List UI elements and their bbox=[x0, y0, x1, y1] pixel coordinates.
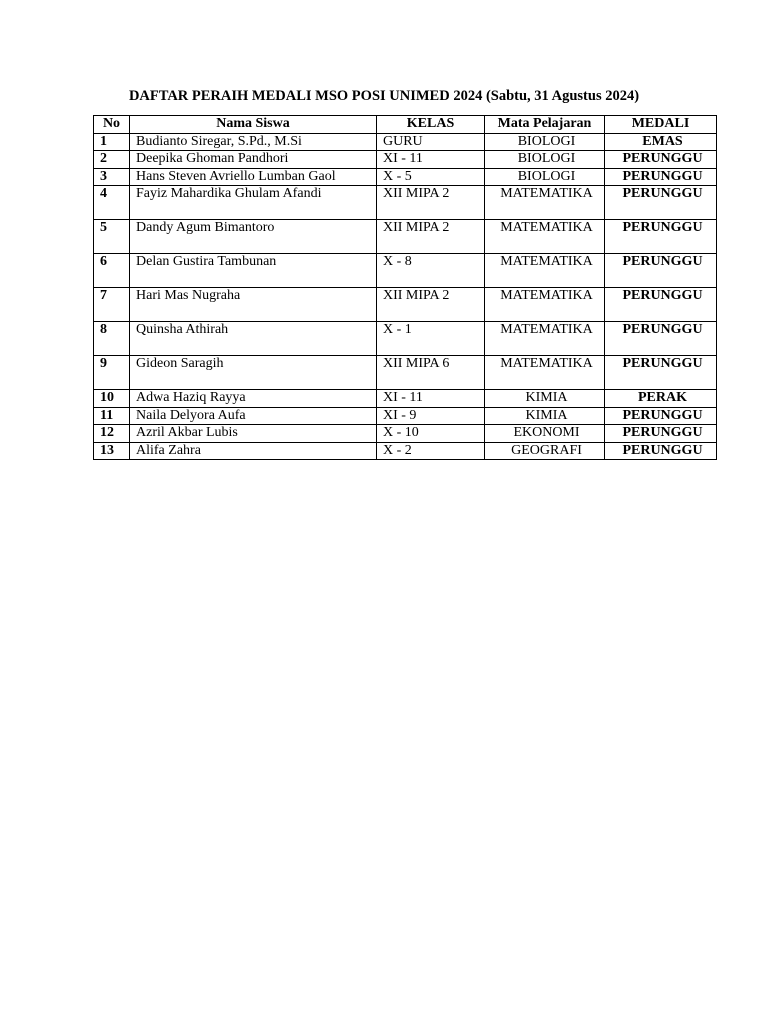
cell-medali: PERAK bbox=[605, 390, 717, 408]
table-row bbox=[94, 425, 717, 443]
table-row bbox=[94, 288, 717, 322]
cell-no: 4 bbox=[94, 186, 130, 220]
table-row bbox=[94, 407, 717, 425]
cell-medali: EMAS bbox=[605, 133, 717, 151]
cell-mapel: MATEMATIKA bbox=[485, 220, 605, 254]
cell-no: 6 bbox=[94, 254, 130, 288]
cell-mapel: KIMIA bbox=[485, 390, 605, 408]
table-row bbox=[94, 151, 717, 169]
cell-no: 10 bbox=[94, 390, 130, 408]
cell-mapel: BIOLOGI bbox=[485, 133, 605, 151]
cell-no: 7 bbox=[94, 288, 130, 322]
cell-no: 8 bbox=[94, 322, 130, 356]
cell-mapel: GEOGRAFI bbox=[485, 442, 605, 460]
cell-nama: Naila Delyora Aufa bbox=[130, 407, 377, 425]
cell-no: 12 bbox=[94, 425, 130, 443]
cell-nama: Delan Gustira Tambunan bbox=[130, 254, 377, 288]
cell-nama: Hari Mas Nugraha bbox=[130, 288, 377, 322]
medal-winners-table bbox=[93, 115, 717, 460]
cell-no: 11 bbox=[94, 407, 130, 425]
cell-mapel: MATEMATIKA bbox=[485, 186, 605, 220]
cell-nama: Quinsha Athirah bbox=[130, 322, 377, 356]
cell-nama: Azril Akbar Lubis bbox=[130, 425, 377, 443]
cell-mapel: MATEMATIKA bbox=[485, 356, 605, 390]
cell-kelas: XI - 9 bbox=[377, 407, 485, 425]
cell-medali: PERUNGGU bbox=[605, 168, 717, 186]
table-row bbox=[94, 220, 717, 254]
cell-mapel: BIOLOGI bbox=[485, 168, 605, 186]
cell-nama: Fayiz Mahardika Ghulam Afandi bbox=[130, 186, 377, 220]
table-row bbox=[94, 254, 717, 288]
cell-kelas: XII MIPA 2 bbox=[377, 288, 485, 322]
cell-kelas: XI - 11 bbox=[377, 151, 485, 169]
cell-mapel: KIMIA bbox=[485, 407, 605, 425]
document-title: DAFTAR PERAIH MEDALI MSO POSI UNIMED 2024 (Sabtu, 31 Agustus 2024) bbox=[128, 88, 640, 104]
cell-medali: PERUNGGU bbox=[605, 407, 717, 425]
cell-medali: PERUNGGU bbox=[605, 254, 717, 288]
cell-mapel: MATEMATIKA bbox=[485, 288, 605, 322]
cell-kelas: XI - 11 bbox=[377, 390, 485, 408]
cell-kelas: X - 2 bbox=[377, 442, 485, 460]
header-no: No bbox=[94, 116, 130, 134]
cell-medali: PERUNGGU bbox=[605, 151, 717, 169]
table-row bbox=[94, 356, 717, 390]
cell-medali: PERUNGGU bbox=[605, 356, 717, 390]
table-row bbox=[94, 168, 717, 186]
cell-medali: PERUNGGU bbox=[605, 442, 717, 460]
header-mata-pelajaran: Mata Pelajaran bbox=[485, 116, 605, 134]
cell-medali: PERUNGGU bbox=[605, 288, 717, 322]
cell-nama: Dandy Agum Bimantoro bbox=[130, 220, 377, 254]
cell-kelas: XII MIPA 2 bbox=[377, 220, 485, 254]
header-nama-siswa: Nama Siswa bbox=[130, 116, 377, 134]
cell-no: 9 bbox=[94, 356, 130, 390]
cell-nama: Alifa Zahra bbox=[130, 442, 377, 460]
cell-no: 1 bbox=[94, 133, 130, 151]
cell-kelas: XII MIPA 6 bbox=[377, 356, 485, 390]
table-row bbox=[94, 322, 717, 356]
cell-medali: PERUNGGU bbox=[605, 186, 717, 220]
cell-kelas: X - 10 bbox=[377, 425, 485, 443]
cell-no: 2 bbox=[94, 151, 130, 169]
table-row bbox=[94, 133, 717, 151]
header-medali: MEDALI bbox=[605, 116, 717, 134]
cell-kelas: X - 1 bbox=[377, 322, 485, 356]
cell-mapel: EKONOMI bbox=[485, 425, 605, 443]
cell-kelas: XII MIPA 2 bbox=[377, 186, 485, 220]
table-row bbox=[94, 390, 717, 408]
cell-nama: Gideon Saragih bbox=[130, 356, 377, 390]
cell-nama: Adwa Haziq Rayya bbox=[130, 390, 377, 408]
cell-mapel: MATEMATIKA bbox=[485, 322, 605, 356]
cell-nama: Deepika Ghoman Pandhori bbox=[130, 151, 377, 169]
cell-nama: Hans Steven Avriello Lumban Gaol bbox=[130, 168, 377, 186]
cell-no: 5 bbox=[94, 220, 130, 254]
table-header-row bbox=[94, 116, 717, 134]
cell-medali: PERUNGGU bbox=[605, 322, 717, 356]
cell-nama: Budianto Siregar, S.Pd., M.Si bbox=[130, 133, 377, 151]
header-kelas: KELAS bbox=[377, 116, 485, 134]
table-row bbox=[94, 186, 717, 220]
cell-medali: PERUNGGU bbox=[605, 425, 717, 443]
cell-mapel: MATEMATIKA bbox=[485, 254, 605, 288]
cell-kelas: X - 5 bbox=[377, 168, 485, 186]
cell-mapel: BIOLOGI bbox=[485, 151, 605, 169]
cell-no: 13 bbox=[94, 442, 130, 460]
cell-kelas: GURU bbox=[377, 133, 485, 151]
cell-medali: PERUNGGU bbox=[605, 220, 717, 254]
cell-no: 3 bbox=[94, 168, 130, 186]
table-row bbox=[94, 442, 717, 460]
cell-kelas: X - 8 bbox=[377, 254, 485, 288]
